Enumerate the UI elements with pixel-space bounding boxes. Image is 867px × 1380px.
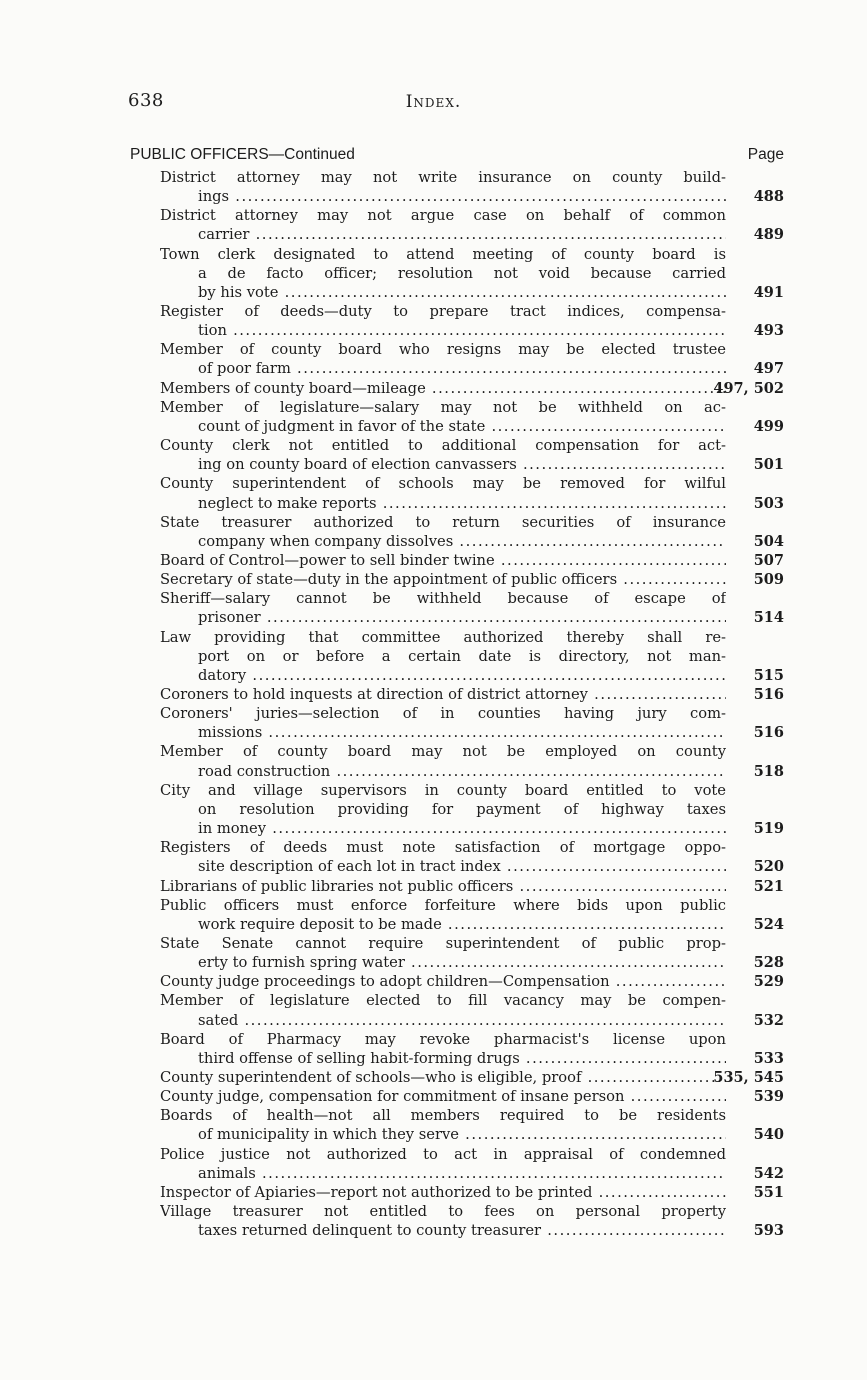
index-entry-line [160,628,726,647]
index-entry-line [160,781,726,800]
index-entry-line [160,1164,726,1183]
index-entry [160,589,784,627]
index-entry-line [160,321,726,340]
index-entry-line [160,359,726,378]
index-entry-text: Member of legislature—salary may not be withheld on ac- [160,398,726,416]
index-entry-text: sated ..... [198,1012,726,1029]
index-entry-page: 507 [753,551,784,569]
index-entry-page: 491 [753,283,784,301]
index-entry-page: 528 [753,954,784,972]
index-entry-text: ing on county board of election canvassers ..... [198,456,726,473]
index-entry-page: 539 [753,1088,784,1106]
index-entry [160,206,784,244]
index-entry-line [160,245,726,264]
index-entry-page: 497, 502 [713,379,784,397]
index-entry-line [160,762,726,781]
index-entry-page: 488 [753,188,784,206]
index-entry-line [160,1183,726,1202]
index-entry [160,551,784,570]
index-entry-line [160,551,726,570]
index-entry [160,896,784,934]
index-entry-text: datory ..... [198,667,726,684]
index-entry-text: Registers of deeds must note satisfaction of mortgage oppo- [160,839,726,857]
section-heading: PUBLIC OFFICERS—Continued [130,146,355,163]
index-entry [160,340,784,378]
index-entry-text: District attorney may not argue case on behalf of common [160,207,726,225]
index-entry [160,245,784,302]
index-entry [160,302,784,340]
index-entry-line [160,608,726,627]
index-entry-page: 501 [753,456,784,474]
index-entry [160,1030,784,1068]
index-entry-line [160,991,726,1010]
index-entry-page: 519 [753,820,784,838]
index-entry-page: 514 [753,609,784,627]
index-entry-line [160,1145,726,1164]
index-entry-text: Librarians of public libraries not public officers ..... [160,878,726,895]
index-entry-line [160,1087,726,1106]
index-entry-line [160,570,726,589]
running-head: Index. [405,92,462,112]
index-entry [160,704,784,742]
index-entry-text: on resolution providing for payment of highway taxes [198,800,726,818]
index-entry [160,742,784,780]
index-entry [160,1145,784,1183]
index-entry-page: 493 [753,322,784,340]
index-entry [160,934,784,972]
index-entry-text: Member of county board may not be employed on county [160,743,726,761]
index-entry-line [160,532,726,551]
index-entry-line [160,436,726,455]
index-entry-line [160,206,726,225]
index-entry-text: Public officers must enforce forfeiture where bids upon public [160,896,726,914]
index-entry-text: road construction ..... [198,763,726,780]
index-entry-page: 521 [753,877,784,895]
index-entry-text: State Senate cannot require superintendent of public prop- [160,934,726,952]
index-entry-line [160,972,726,991]
index-entry [160,168,784,206]
index-entry-page: 504 [753,532,784,550]
section-heading-row [130,146,784,164]
index-entry-text: neglect to make reports ..... [198,495,726,512]
index-entry-text: City and village supervisors in county board entitled to vote [160,781,726,799]
index-entry-page: 529 [753,973,784,991]
index-entry-line [160,1125,726,1144]
index-entry-text: of poor farm ..... [198,360,726,377]
index-entry-text: Village treasurer not entitled to fees on personal property [160,1203,726,1221]
index-entry [160,972,784,991]
index-entry-line [160,666,726,685]
index-entry-line [160,1106,726,1125]
index-entry-line [160,474,726,493]
index-entry-page: 515 [753,666,784,684]
index-entry-text: carrier ..... [198,226,726,243]
index-entry-text: Sheriff—salary cannot be withheld because of escape of [160,590,726,608]
index-entry-text: Police justice not authorized to act in appraisal of condemned [160,1145,726,1163]
index-entry-text: work require deposit to be made ..... [198,916,726,933]
index-entry-page: 542 [753,1164,784,1182]
index-entry-line [160,168,726,187]
index-entry-line [160,1221,726,1240]
index-entry-text: erty to furnish spring water ..... [198,954,726,971]
index-entry-line [160,1030,726,1049]
index-entry-line [160,187,726,206]
index-entry-line [160,494,726,513]
page-column-label: Page [747,146,784,163]
index-entry [160,513,784,551]
index-entry-text: third offense of selling habit-forming drugs ..... [198,1050,726,1067]
index-entry-text: District attorney may not write insurance on county build- [160,169,726,186]
index-entry-line [160,340,726,359]
index-entry-text: County superintendent of schools—who is eligible, proof ..... [160,1069,726,1086]
index-entry-line [160,838,726,857]
index-entry-line [160,283,726,302]
index-entry-text: prisoner ..... [198,609,726,626]
index-entry [160,1106,784,1144]
index-entry-page: 497 [753,360,784,378]
index-entry-page: 509 [753,571,784,589]
index-entry-line [160,1049,726,1068]
index-entry-text: Coroners' juries—selection of in counties having jury com- [160,705,726,723]
index-entry-text: missions ..... [198,724,726,741]
index-entry-page: 535, 545 [713,1069,784,1086]
index-entry-text: Law providing that committee authorized thereby shall re- [160,628,726,646]
index-entry-page: 532 [753,1011,784,1029]
index-entry-page: 524 [753,915,784,933]
index-entry-text: site description of each lot in tract index ..... [198,858,726,875]
index-entry-text: Inspector of Apiaries—report not authorized to be printed ..... [160,1184,726,1201]
index-entry-text: Members of county board—mileage ..... [160,380,726,397]
index-entry [160,436,784,474]
index-entry-line [160,1068,726,1087]
index-entry-text: Member of legislature elected to fill vacancy may be compen- [160,992,726,1010]
index-entry-text: in money ..... [198,820,726,837]
index-entry-page: 518 [753,762,784,780]
index-entry-line [160,723,726,742]
index-entry-line [160,647,726,666]
index-entry-text: County superintendent of schools may be removed for wilful [160,475,726,493]
index-entry-text: company when company dissolves ..... [198,533,726,550]
index-entry [160,628,784,685]
index-entry-text: count of judgment in favor of the state ..... [198,418,726,435]
index-entry-line [160,1011,726,1030]
index-entry [160,379,784,398]
index-entry [160,1068,784,1087]
index-entry-page: 520 [753,858,784,876]
index-entry-line [160,819,726,838]
index-entry [160,991,784,1029]
index-entry-line [160,455,726,474]
index-entry [160,474,784,512]
index-entry [160,1087,784,1106]
index-entry-text: Board of Pharmacy may revoke pharmacist's license upon [160,1030,726,1048]
index-entry-line [160,417,726,436]
index-entry [160,781,784,838]
index-entry-text: Member of county board who resigns may be elected trustee [160,341,726,359]
index-entry [160,1183,784,1202]
index-entry-line [160,800,726,819]
index-entries [160,168,784,1240]
index-entry-page: 533 [753,1049,784,1067]
index-entry-text: by his vote ..... [198,284,726,301]
index-entry-text: County judge proceedings to adopt children—Compensation ..... [160,973,726,990]
index-entry-text: Coroners to hold inquests at direction of district attorney ..... [160,686,726,703]
index-entry [160,570,784,589]
index-entry [160,1202,784,1240]
index-entry-line [160,398,726,417]
index-entry-line [160,704,726,723]
index-entry-text: tion ..... [198,322,726,339]
index-entry [160,877,784,896]
index-entry-text: of municipality in which they serve ..... [198,1126,726,1143]
index-entry-line [160,513,726,532]
index-entry-page: 540 [753,1126,784,1144]
index-entry-line [160,742,726,761]
index-entry-line [160,877,726,896]
index-entry-line [160,589,726,608]
index-entry-page: 503 [753,494,784,512]
index-entry-text: County judge, compensation for commitment of insane person ..... [160,1088,726,1105]
index-entry-text: Boards of health—not all members required to be residents [160,1107,726,1125]
index-entry-text: ings ..... [198,188,726,205]
index-entry-page: 593 [753,1222,784,1240]
index-entry [160,685,784,704]
page-number: 638 [128,90,164,111]
index-entry-line [160,1202,726,1221]
index-entry-line [160,953,726,972]
index-entry-text: State treasurer authorized to return securities of insurance [160,513,726,531]
index-entry-line [160,915,726,934]
index-entry-page: 489 [753,226,784,244]
index-entry [160,398,784,436]
index-entry-text: County clerk not entitled to additional compensation for act- [160,437,726,455]
index-entry-page: 516 [753,724,784,742]
index-entry-line [160,685,726,704]
index-entry-text: animals ..... [198,1165,726,1182]
index-entry-text: port on or before a certain date is directory, not man- [198,647,726,665]
index-entry-line [160,264,726,283]
index-entry-text: Town clerk designated to attend meeting of county board is [160,245,726,263]
index-entry-line [160,857,726,876]
index-entry-page: 516 [753,686,784,704]
index-entry [160,838,784,876]
index-entry-text: taxes returned delinquent to county treasurer ..... [198,1222,726,1239]
index-entry-text: Register of deeds—duty to prepare tract indices, compensa- [160,303,726,321]
index-entry-text: Secretary of state—duty in the appointment of public officers ..... [160,571,726,588]
index-entry-page: 499 [753,417,784,435]
index-entry-page: 551 [753,1183,784,1201]
index-entry-text: a de facto officer; resolution not void because carried [198,264,726,282]
index-entry-line [160,225,726,244]
index-entry-line [160,896,726,915]
index-entry-line [160,302,726,321]
index-entry-line [160,934,726,953]
index-entry-text: Board of Control—power to sell binder twine ..... [160,552,726,569]
index-entry-line [160,379,726,398]
